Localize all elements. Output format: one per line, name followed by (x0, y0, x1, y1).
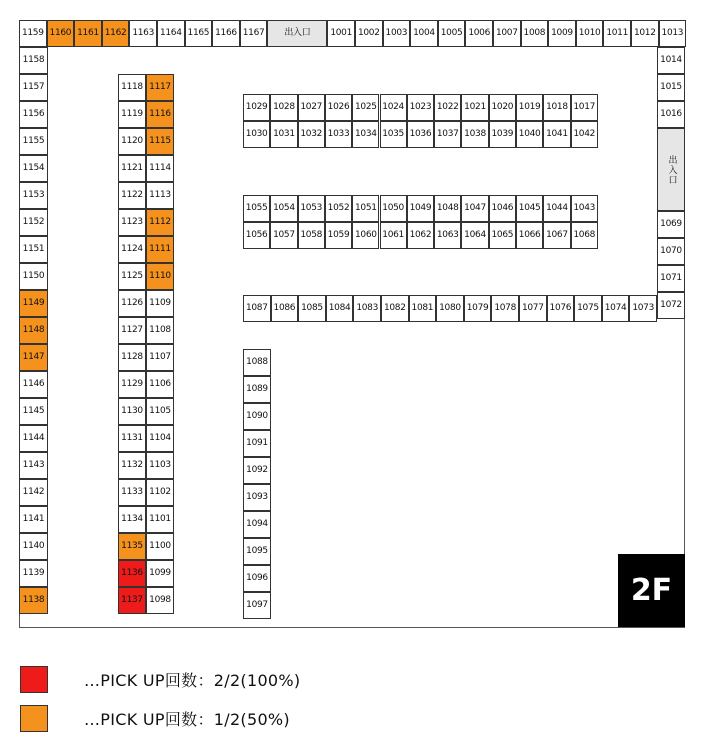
parking-slot-1001[interactable]: 1001 (327, 20, 355, 47)
parking-slot-1111[interactable]: 1111 (146, 236, 174, 263)
parking-slot-1142[interactable]: 1142 (19, 479, 48, 506)
parking-slot-1067[interactable]: 1067 (543, 222, 570, 249)
parking-slot-1117[interactable]: 1117 (146, 74, 174, 101)
parking-slot-1049[interactable]: 1049 (407, 195, 434, 222)
parking-slot-1099[interactable]: 1099 (146, 560, 174, 587)
parking-slot-1013[interactable]: 1013 (659, 20, 687, 47)
parking-slot-1148[interactable]: 1148 (19, 317, 48, 344)
parking-slot-1095[interactable]: 1095 (243, 538, 271, 565)
parking-slot-1136[interactable]: 1136 (118, 560, 146, 587)
parking-slot-1126[interactable]: 1126 (118, 290, 146, 317)
parking-slot-1034[interactable]: 1034 (352, 121, 379, 148)
parking-slot-1140[interactable]: 1140 (19, 533, 48, 560)
parking-slot-1086[interactable]: 1086 (271, 295, 299, 322)
parking-slot-1153[interactable]: 1153 (19, 182, 48, 209)
parking-slot-1047[interactable]: 1047 (461, 195, 488, 222)
parking-slot-1139[interactable]: 1139 (19, 560, 48, 587)
parking-slot-1161[interactable]: 1161 (74, 20, 102, 47)
parking-slot-1087[interactable]: 1087 (243, 295, 271, 322)
parking-slot-1104[interactable]: 1104 (146, 425, 174, 452)
parking-slot-1110[interactable]: 1110 (146, 263, 174, 290)
parking-slot-1037[interactable]: 1037 (434, 121, 461, 148)
parking-slot-1031[interactable]: 1031 (270, 121, 297, 148)
parking-slot-1009[interactable]: 1009 (548, 20, 576, 47)
legend-swatch-orange (20, 705, 48, 732)
parking-slot-1152[interactable]: 1152 (19, 209, 48, 236)
parking-slot-1040[interactable]: 1040 (516, 121, 543, 148)
parking-slot-1162[interactable]: 1162 (102, 20, 130, 47)
parking-slot-1156[interactable]: 1156 (19, 101, 48, 128)
parking-slot-1164[interactable]: 1164 (157, 20, 185, 47)
parking-slot-1082[interactable]: 1082 (381, 295, 409, 322)
legend-item-full (20, 666, 300, 693)
parking-slot-1055[interactable]: 1055 (243, 195, 270, 222)
parking-slot-1002[interactable]: 1002 (355, 20, 383, 47)
parking-slot-1165[interactable]: 1165 (185, 20, 213, 47)
parking-slot-1141[interactable]: 1141 (19, 506, 48, 533)
legend-item-half (20, 705, 290, 732)
parking-slot-1058[interactable]: 1058 (298, 222, 325, 249)
parking-slot-1010[interactable]: 1010 (576, 20, 604, 47)
parking-slot-1017[interactable]: 1017 (571, 94, 598, 121)
parking-slot-1016[interactable]: 1016 (657, 101, 685, 128)
parking-slot-1146[interactable]: 1146 (19, 371, 48, 398)
parking-slot-1051[interactable]: 1051 (352, 195, 379, 222)
parking-slot-1121[interactable]: 1121 (118, 155, 146, 182)
parking-slot-1144[interactable]: 1144 (19, 425, 48, 452)
parking-slot-1043[interactable]: 1043 (571, 195, 598, 222)
parking-slot-1041[interactable]: 1041 (543, 121, 570, 148)
parking-slot-1108[interactable]: 1108 (146, 317, 174, 344)
parking-slot-1028[interactable]: 1028 (270, 94, 297, 121)
parking-slot-1074[interactable]: 1074 (602, 295, 630, 322)
parking-slot-1132[interactable]: 1132 (118, 452, 146, 479)
parking-slot-1120[interactable]: 1120 (118, 128, 146, 155)
legend-label: …PICK UP回数：1/2(50%) (84, 710, 290, 729)
parking-slot-1096[interactable]: 1096 (243, 565, 271, 592)
parking-slot-1125[interactable]: 1125 (118, 263, 146, 290)
parking-slot-1145[interactable]: 1145 (19, 398, 48, 425)
parking-slot-1007[interactable]: 1007 (493, 20, 521, 47)
parking-slot-1109[interactable]: 1109 (146, 290, 174, 317)
parking-slot-1079[interactable]: 1079 (464, 295, 492, 322)
parking-slot-1150[interactable]: 1150 (19, 263, 48, 290)
parking-slot-1101[interactable]: 1101 (146, 506, 174, 533)
parking-slot-1018[interactable]: 1018 (543, 94, 570, 121)
parking-slot-1024[interactable]: 1024 (380, 94, 407, 121)
parking-slot-1054[interactable]: 1054 (270, 195, 297, 222)
parking-slot-1025[interactable]: 1025 (352, 94, 379, 121)
parking-slot-1098[interactable]: 1098 (146, 587, 174, 614)
parking-slot-1134[interactable]: 1134 (118, 506, 146, 533)
parking-slot-1011[interactable]: 1011 (603, 20, 631, 47)
parking-slot-1022[interactable]: 1022 (434, 94, 461, 121)
parking-slot-1070[interactable]: 1070 (657, 238, 685, 265)
parking-slot-1033[interactable]: 1033 (325, 121, 352, 148)
parking-slot-1149[interactable]: 1149 (19, 290, 48, 317)
parking-slot-1044[interactable]: 1044 (543, 195, 570, 222)
parking-slot-1084[interactable]: 1084 (326, 295, 354, 322)
parking-slot-1122[interactable]: 1122 (118, 182, 146, 209)
parking-slot-1027[interactable]: 1027 (298, 94, 325, 121)
parking-slot-1112[interactable]: 1112 (146, 209, 174, 236)
parking-slot-1130[interactable]: 1130 (118, 398, 146, 425)
parking-slot-1077[interactable]: 1077 (519, 295, 547, 322)
parking-slot-1129[interactable]: 1129 (118, 371, 146, 398)
parking-slot-1015[interactable]: 1015 (657, 74, 685, 101)
parking-slot-1052[interactable]: 1052 (325, 195, 352, 222)
parking-slot-1064[interactable]: 1064 (461, 222, 488, 249)
parking-slot-1003[interactable]: 1003 (383, 20, 411, 47)
parking-slot-1060[interactable]: 1060 (352, 222, 379, 249)
parking-slot-1114[interactable]: 1114 (146, 155, 174, 182)
parking-slot-1062[interactable]: 1062 (407, 222, 434, 249)
parking-slot-1080[interactable]: 1080 (436, 295, 464, 322)
parking-slot-1038[interactable]: 1038 (461, 121, 488, 148)
parking-slot-1100[interactable]: 1100 (146, 533, 174, 560)
parking-slot-1057[interactable]: 1057 (270, 222, 297, 249)
parking-slot-1133[interactable]: 1133 (118, 479, 146, 506)
parking-slot-1113[interactable]: 1113 (146, 182, 174, 209)
parking-slot-1059[interactable]: 1059 (325, 222, 352, 249)
parking-slot-1158[interactable]: 1158 (19, 47, 48, 74)
parking-slot-1102[interactable]: 1102 (146, 479, 174, 506)
parking-slot-1103[interactable]: 1103 (146, 452, 174, 479)
parking-slot-1061[interactable]: 1061 (380, 222, 407, 249)
parking-slot-1019[interactable]: 1019 (516, 94, 543, 121)
legend-swatch-red (20, 666, 48, 693)
parking-slot-1163[interactable]: 1163 (129, 20, 157, 47)
parking-slot-1068[interactable]: 1068 (571, 222, 598, 249)
parking-slot-1085[interactable]: 1085 (298, 295, 326, 322)
parking-slot-1127[interactable]: 1127 (118, 317, 146, 344)
parking-slot-1004[interactable]: 1004 (410, 20, 438, 47)
parking-slot-1053[interactable]: 1053 (298, 195, 325, 222)
parking-slot-1046[interactable]: 1046 (489, 195, 516, 222)
parking-slot-1063[interactable]: 1063 (434, 222, 461, 249)
parking-slot-1029[interactable]: 1029 (243, 94, 270, 121)
parking-slot-1097[interactable]: 1097 (243, 592, 271, 619)
parking-slot-1090[interactable]: 1090 (243, 403, 271, 430)
parking-slot-1123[interactable]: 1123 (118, 209, 146, 236)
parking-slot-1065[interactable]: 1065 (489, 222, 516, 249)
parking-slot-1094[interactable]: 1094 (243, 511, 271, 538)
parking-slot-1026[interactable]: 1026 (325, 94, 352, 121)
parking-slot-1036[interactable]: 1036 (407, 121, 434, 148)
parking-slot-1081[interactable]: 1081 (409, 295, 437, 322)
parking-slot-1014[interactable]: 1014 (657, 47, 685, 74)
parking-slot-1023[interactable]: 1023 (407, 94, 434, 121)
parking-slot-1039[interactable]: 1039 (489, 121, 516, 148)
parking-slot-1005[interactable]: 1005 (438, 20, 466, 47)
parking-slot-1072[interactable]: 1072 (657, 292, 685, 319)
parking-slot-1078[interactable]: 1078 (491, 295, 519, 322)
parking-slot-1159[interactable]: 1159 (19, 20, 47, 47)
parking-slot-1012[interactable]: 1012 (631, 20, 659, 47)
parking-slot-1138[interactable]: 1138 (19, 587, 48, 614)
parking-slot-1069[interactable]: 1069 (657, 211, 685, 238)
parking-slot-1167[interactable]: 1167 (240, 20, 268, 47)
parking-slot-1137[interactable]: 1137 (118, 587, 146, 614)
parking-slot-1115[interactable]: 1115 (146, 128, 174, 155)
parking-slot-1073[interactable]: 1073 (629, 295, 657, 322)
parking-slot-1075[interactable]: 1075 (574, 295, 602, 322)
parking-slot-1066[interactable]: 1066 (516, 222, 543, 249)
parking-slot-1032[interactable]: 1032 (298, 121, 325, 148)
parking-slot-1093[interactable]: 1093 (243, 484, 271, 511)
parking-slot-1035[interactable]: 1035 (380, 121, 407, 148)
parking-slot-1157[interactable]: 1157 (19, 74, 48, 101)
parking-slot-1091[interactable]: 1091 (243, 430, 271, 457)
parking-slot-1128[interactable]: 1128 (118, 344, 146, 371)
parking-slot-1118[interactable]: 1118 (118, 74, 146, 101)
parking-slot-1105[interactable]: 1105 (146, 398, 174, 425)
parking-slot-1021[interactable]: 1021 (461, 94, 488, 121)
parking-slot-1006[interactable]: 1006 (465, 20, 493, 47)
parking-slot-1155[interactable]: 1155 (19, 128, 48, 155)
parking-slot-1045[interactable]: 1045 (516, 195, 543, 222)
parking-slot-1124[interactable]: 1124 (118, 236, 146, 263)
parking-slot-1076[interactable]: 1076 (547, 295, 575, 322)
parking-slot-1154[interactable]: 1154 (19, 155, 48, 182)
entrance-slot[interactable]: 出入口 (657, 128, 685, 211)
parking-slot-1135[interactable]: 1135 (118, 533, 146, 560)
parking-slot-1083[interactable]: 1083 (353, 295, 381, 322)
parking-slot-1106[interactable]: 1106 (146, 371, 174, 398)
parking-slot-1151[interactable]: 1151 (19, 236, 48, 263)
parking-slot-1056[interactable]: 1056 (243, 222, 270, 249)
parking-slot-1071[interactable]: 1071 (657, 265, 685, 292)
parking-slot-1143[interactable]: 1143 (19, 452, 48, 479)
parking-slot-1042[interactable]: 1042 (571, 121, 598, 148)
parking-slot-1092[interactable]: 1092 (243, 457, 271, 484)
parking-slot-1131[interactable]: 1131 (118, 425, 146, 452)
parking-slot-1147[interactable]: 1147 (19, 344, 48, 371)
parking-slot-1020[interactable]: 1020 (489, 94, 516, 121)
parking-slot-1030[interactable]: 1030 (243, 121, 270, 148)
parking-slot-1160[interactable]: 1160 (47, 20, 75, 47)
parking-slot-1119[interactable]: 1119 (118, 101, 146, 128)
parking-slot-1107[interactable]: 1107 (146, 344, 174, 371)
parking-slot-1008[interactable]: 1008 (521, 20, 549, 47)
parking-slot-1088[interactable]: 1088 (243, 349, 271, 376)
entrance-slot[interactable]: 出入口 (267, 20, 327, 47)
parking-slot-1089[interactable]: 1089 (243, 376, 271, 403)
parking-slot-1050[interactable]: 1050 (380, 195, 407, 222)
parking-slot-1166[interactable]: 1166 (212, 20, 240, 47)
legend-label: …PICK UP回数：2/2(100%) (84, 671, 301, 690)
parking-slot-1048[interactable]: 1048 (434, 195, 461, 222)
parking-slot-1116[interactable]: 1116 (146, 101, 174, 128)
floor-badge: 2F (618, 554, 685, 627)
